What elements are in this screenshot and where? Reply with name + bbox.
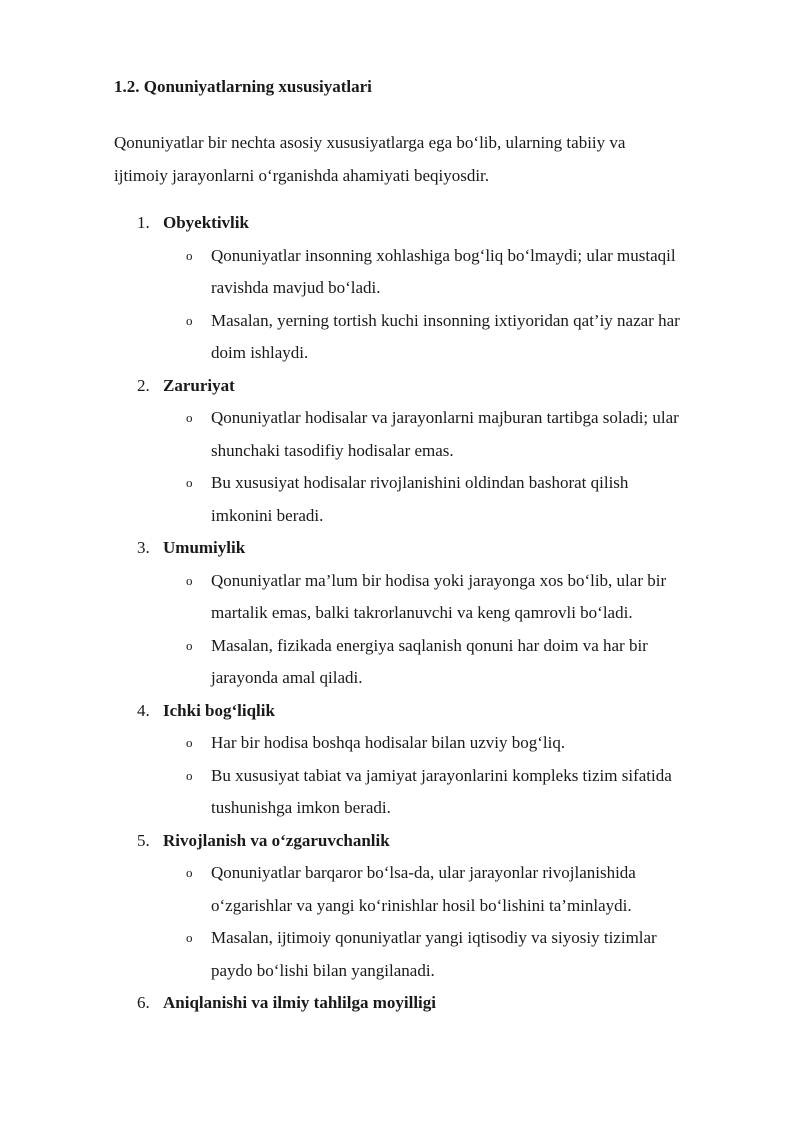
sub-bullet-line: Masalan, yerning tortish kuchi insonning ixtiyoridan qat’iy nazar har (211, 310, 680, 330)
list-item-number: 5. (137, 830, 150, 850)
list-item-title (0, 370, 800, 403)
bullet-circle-icon: o (186, 475, 193, 490)
intro-paragraph (114, 127, 714, 192)
sub-bullet-line: Har bir hodisa boshqa hodisalar bilan uzviy bog‘liq. (211, 733, 566, 752)
list-item-label: Obyektivlik (163, 213, 249, 232)
sub-bullet-line: Bu xususiyat hodisalar rivojlanishini oldindan bashorat qilish (211, 473, 629, 492)
sub-bullet-line: imkonini beradi. (211, 505, 324, 525)
sub-bullet-text (211, 630, 741, 695)
sub-bullet (0, 467, 800, 532)
bullet-circle-icon: o (186, 930, 193, 945)
sub-bullet (0, 727, 800, 760)
list-item-number: 3. (137, 538, 150, 557)
bullet-circle-icon: o (186, 247, 193, 263)
list-item-label: Rivojlanish va o‘zgaruvchanlik (163, 830, 390, 850)
bullet-circle-icon: o (186, 312, 193, 328)
list-item-number: 2. (137, 375, 150, 395)
list-item-label: Ichki bog‘liqlik (163, 700, 275, 720)
sub-bullet (0, 630, 800, 695)
section-heading: 1.2. Qonuniyatlarning xususiyatlari (114, 77, 372, 96)
sub-bullet-line: tushunishga imkon beradi. (211, 798, 391, 817)
list-item-number: 6. (137, 993, 150, 1012)
sub-bullet-line: doim ishlaydi. (211, 343, 309, 362)
sub-bullet-line: Qonuniyatlar insonning xohlashiga bog‘liq bo‘lmaydi; ular mustaqil (211, 245, 676, 265)
sub-bullet-line: shunchaki tasodifiy hodisalar emas. (211, 440, 454, 460)
sub-bullet-text (211, 922, 741, 987)
bullet-circle-icon: o (186, 865, 193, 880)
list-item-label: Zaruriyat (163, 375, 235, 395)
sub-bullet (0, 857, 800, 922)
list-item-label: Aniqlanishi va ilmiy tahlilga moyilligi (163, 993, 436, 1012)
list-item-number: 1. (137, 213, 150, 232)
sub-bullet-line: Masalan, ijtimoiy qonuniyatlar yangi iqtisodiy va siyosiy tizimlar (211, 928, 657, 947)
sub-bullet-line: Masalan, fizikada energiya saqlanish qonuni har doim va har bir (211, 635, 648, 655)
sub-bullet-line: Qonuniyatlar hodisalar va jarayonlarni majburan tartibga soladi; ular (211, 408, 679, 427)
bullet-circle-icon: o (186, 572, 193, 588)
sub-bullet-text (211, 305, 741, 370)
sub-bullet-line: paydo bo‘lishi bilan yangilanadi. (211, 960, 435, 980)
sub-bullet-text (211, 727, 741, 760)
list-item-label: Umumiylik (163, 538, 246, 557)
sub-bullet-line: ravishda mavjud bo‘ladi. (211, 278, 381, 297)
sub-bullet (0, 565, 800, 630)
bullet-circle-icon: o (186, 735, 193, 750)
sub-bullet (0, 240, 800, 305)
sub-bullet-line: jarayonda amal qiladi. (211, 668, 363, 687)
list-item-title (0, 532, 800, 565)
sub-bullet-text (211, 402, 741, 467)
list-item-title (0, 987, 800, 1020)
sub-bullet (0, 305, 800, 370)
sub-bullet-line: martalik emas, balki takrorlanuvchi va keng qamrovli bo‘ladi. (211, 603, 633, 622)
sub-bullet-text (211, 857, 741, 922)
sub-bullet-line: Bu xususiyat tabiat va jamiyat jarayonlarini kompleks tizim sifatida (211, 765, 672, 785)
sub-bullet (0, 760, 800, 825)
list-item-number: 4. (137, 700, 150, 720)
sub-bullet-line: o‘zgarishlar va yangi ko‘rinishlar hosil bo‘lishini ta’minlaydi. (211, 895, 632, 915)
list-item-title (0, 695, 800, 728)
bullet-circle-icon: o (186, 637, 193, 653)
sub-bullet-text (211, 467, 741, 532)
list-item-title (0, 207, 800, 240)
sub-bullet (0, 402, 800, 467)
intro-line: ijtimoiy jarayonlarni o‘rganishda ahamiyati beqiyosdir. (114, 165, 490, 185)
intro-line: Qonuniyatlar bir nechta asosiy xususiyatlarga ega bo‘lib, ularning tabiiy va (114, 133, 626, 152)
bullet-circle-icon: o (186, 767, 193, 783)
sub-bullet-text (211, 565, 741, 630)
properties-list (0, 207, 800, 1020)
list-item-title (0, 825, 800, 858)
sub-bullet-line: Qonuniyatlar ma’lum bir hodisa yoki jarayonga xos bo‘lib, ular bir (211, 570, 667, 590)
sub-bullet (0, 922, 800, 987)
sub-bullet-text (211, 240, 741, 305)
bullet-circle-icon: o (186, 410, 193, 425)
sub-bullet-line: Qonuniyatlar barqaror bo‘lsa-da, ular jarayonlar rivojlanishida (211, 863, 636, 882)
sub-bullet-text (211, 760, 741, 825)
